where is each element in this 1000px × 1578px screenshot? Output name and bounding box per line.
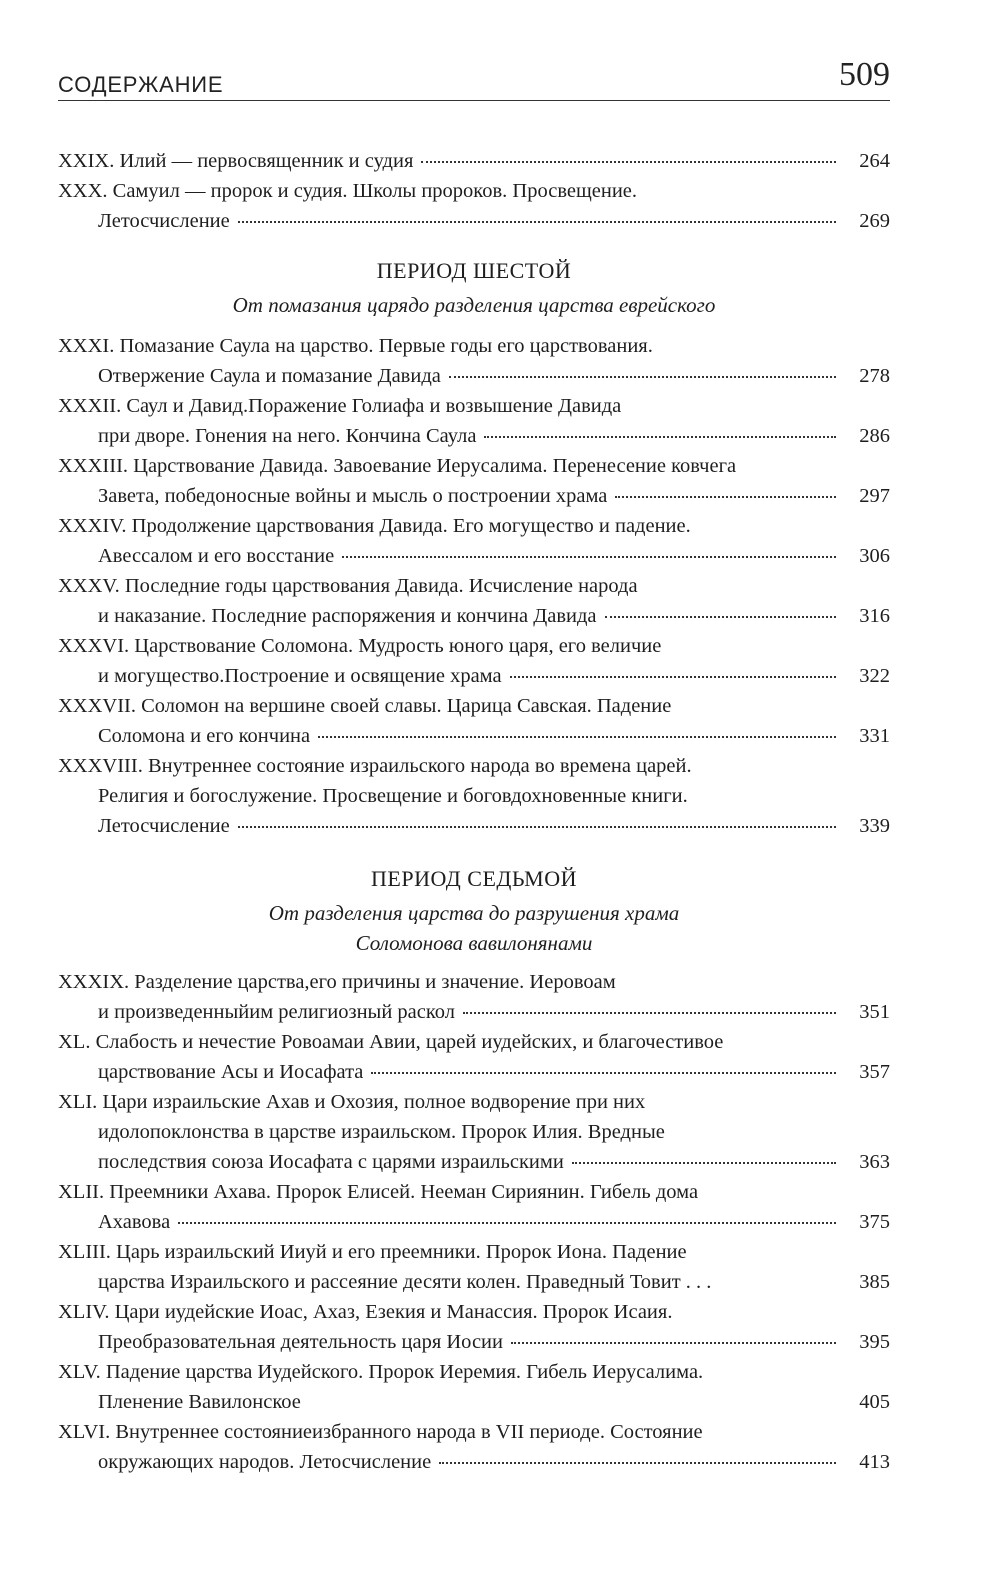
entry-text: царствование Асы и Иосафата: [98, 1061, 364, 1083]
toc-entry-xlvi: [58, 1417, 703, 1447]
entry-text: XXXIX. Разделение царства,его причины и значение. Иеровоам: [58, 971, 616, 993]
entry-text: Пленение Вавилонское: [98, 1391, 301, 1413]
dot-leader: [615, 495, 836, 498]
toc-entry-xxxii-cont: [98, 421, 890, 451]
toc-entry-xxx: [58, 176, 637, 206]
entry-text: Отвержение Саула и помазание Давида: [98, 365, 441, 387]
dot-leader: [421, 160, 836, 163]
entry-page: 357: [859, 1061, 890, 1083]
entry-text: XXXV. Последние годы царствования Давида. Исчисление народа: [58, 575, 638, 597]
entry-page: 339: [859, 815, 890, 837]
entry-text: Религия и богослужение. Просвещение и боговдохновенные книги.: [98, 785, 688, 807]
toc-entry-xxxi-cont: [98, 361, 890, 391]
toc-entry-xxxvii: [58, 691, 671, 721]
toc-entry-xlii: [58, 1177, 698, 1207]
entry-page: 385: [859, 1271, 890, 1293]
toc-entry-xli-cont2: [98, 1147, 890, 1177]
entry-text: XXXIV. Продолжение царствования Давида. Его могущество и падение.: [58, 515, 691, 537]
entry-text: Летосчисление: [98, 210, 230, 232]
period-six-heading: ПЕРИОД ШЕСТОЙ: [376, 258, 572, 283]
entry-page: 363: [859, 1151, 890, 1173]
entry-text: идолопоклонства в царстве израильском. Пророк Илия. Вредные: [98, 1121, 665, 1143]
dot-leader: [178, 1221, 836, 1224]
entry-text: XXXVIII. Внутреннее состояние израильского народа во времена царей.: [58, 755, 692, 777]
dot-leader: [484, 435, 836, 438]
entry-text: Авессалом и его восстание: [98, 545, 335, 567]
dot-leader: [572, 1161, 836, 1164]
entry-page: 413: [859, 1451, 890, 1473]
entry-text: окружающих народов. Летосчисление: [98, 1451, 432, 1473]
entry-text: XLIII. Царь израильский Ииуй и его преемники. Пророк Иона. Падение: [58, 1241, 687, 1263]
period-six-subtitle: От помазания царядо разделения царства еврейского: [232, 293, 716, 317]
toc-entry-xxxiv-cont: [98, 541, 890, 571]
entry-text: XLII. Преемники Ахава. Пророк Елисей. Нееман Сириянин. Гибель дома: [58, 1181, 699, 1203]
toc-entry-xliii: [58, 1237, 687, 1267]
toc-entry-xxxv: [58, 571, 638, 601]
toc-entry-xxxv-cont: [98, 601, 890, 631]
entry-page: 395: [859, 1331, 890, 1353]
entry-text: и наказание. Последние распоряжения и кончина Давида: [98, 605, 597, 627]
section-title: СОДЕРЖАНИЕ: [58, 72, 224, 97]
toc-entry-xxxiii: [58, 451, 736, 481]
entry-text: и могущество.Построение и освящение храма: [98, 665, 502, 687]
dot-leader: [511, 1341, 836, 1344]
toc-entry-xxxii: [58, 391, 621, 421]
entry-text: при дворе. Гонения на него. Кончина Саула: [98, 425, 477, 447]
toc-entry-xxxvi: [58, 631, 661, 661]
toc-entry-xxix: [58, 146, 890, 176]
dot-leader: [238, 220, 836, 223]
header-rule: [58, 100, 890, 101]
entry-text: XXXI. Помазание Саула на царство. Первые годы его царствования.: [58, 335, 653, 357]
entry-text: XLVI. Внутреннее состояниеизбранного народа в VII периоде. Состояние: [58, 1421, 703, 1443]
dot-leader: [371, 1071, 836, 1074]
entry-text: Преобразовательная деятельность царя Иосии: [98, 1331, 503, 1353]
dot-leader: [605, 615, 836, 618]
dot-leader: [439, 1461, 836, 1464]
entry-page: 375: [859, 1211, 890, 1233]
entry-page: 331: [859, 725, 890, 747]
toc-entry-xxxvii-cont: [98, 721, 890, 751]
entry-page: 351: [859, 1001, 890, 1023]
toc-entry-xxx-cont: [98, 206, 890, 236]
entry-page: 286: [859, 425, 890, 447]
entry-text: царства Израильского и рассеяние десяти колен. Праведный Товит . . .: [98, 1271, 712, 1293]
entry-text: Завета, победоносные войны и мысль о построении храма: [98, 485, 608, 507]
entry-text: XLIV. Цари иудейские Иоас, Ахаз, Езекия и Манассия. Пророк Исаия.: [58, 1301, 673, 1323]
entry-text: XLV. Падение царства Иудейского. Пророк Иеремия. Гибель Иерусалима.: [58, 1361, 704, 1383]
entry-text: Ахавова: [98, 1211, 171, 1233]
entry-text: XXX. Самуил — пророк и судия. Школы пророков. Просвещение.: [58, 180, 638, 202]
period-seven-heading: ПЕРИОД СЕДЬМОЙ: [371, 866, 577, 891]
entry-text: XXXVI. Царствование Соломона. Мудрость юного царя, его величие: [58, 635, 662, 657]
entry-page: 297: [859, 485, 890, 507]
toc-entry-xliv: [58, 1297, 672, 1327]
dot-leader: [463, 1011, 836, 1014]
toc-entry-xxxix: [58, 967, 616, 997]
entry-text: XL. Слабость и нечестие Ровоамаи Авии, царей иудейских, и благочестивое: [58, 1031, 724, 1053]
entry-page: 405: [859, 1391, 890, 1413]
entry-text: последствия союза Иосафата с царями израильскими: [98, 1151, 564, 1173]
entry-page: 322: [859, 665, 890, 687]
toc-entry-xlii-cont: [98, 1207, 890, 1237]
entry-text: XXIX. Илий — первосвященник и судия: [58, 150, 414, 172]
entry-text: XLI. Цари израильские Ахав и Охозия, полное водворение при них: [58, 1091, 646, 1113]
entry-text: Летосчисление: [98, 815, 230, 837]
toc-entry-xxxix-cont: [98, 997, 890, 1027]
entry-page: 269: [859, 210, 890, 232]
entry-text: Соломона и его кончина: [98, 725, 311, 747]
entry-text: и произведенныйим религиозный раскол: [98, 1001, 455, 1023]
dot-leader: [510, 675, 836, 678]
toc-entry-xliv-cont: [98, 1327, 890, 1357]
toc-entry-xlv-cont: [98, 1387, 890, 1417]
entry-text: XXXII. Саул и Давид.Поражение Голиафа и возвышение Давида: [58, 395, 622, 417]
toc-entry-xxxvi-cont: [98, 661, 890, 691]
toc-entry-xxxviii-cont: [98, 781, 688, 811]
entry-text: XXXVII. Соломон на вершине своей славы. Царица Савская. Падение: [58, 695, 672, 717]
toc-entry-xxxviii-cont2: [98, 811, 890, 841]
toc-entry-xli: [58, 1087, 645, 1117]
toc-entry-xlv: [58, 1357, 703, 1387]
dot-leader: [309, 1401, 836, 1404]
page-number: 509: [839, 56, 890, 93]
dot-leader: [342, 555, 836, 558]
toc-entry-xl-cont: [98, 1057, 890, 1087]
toc-entry-xlvi-cont: [98, 1447, 890, 1477]
toc-entry-xxxiv: [58, 511, 691, 541]
period-seven-subtitle-line2: Соломонова вавилонянами: [355, 931, 593, 955]
dot-leader: [719, 1281, 836, 1284]
toc-entry-xl: [58, 1027, 723, 1057]
dot-leader: [238, 825, 836, 828]
toc-entry-xxxi: [58, 331, 653, 361]
toc-entry-xxxiii-cont: [98, 481, 890, 511]
entry-page: 264: [859, 150, 890, 172]
entry-page: 306: [859, 545, 890, 567]
dot-leader: [449, 375, 836, 378]
entry-page: 316: [859, 605, 890, 627]
running-head: [58, 56, 890, 100]
dot-leader: [318, 735, 836, 738]
entry-page: 278: [859, 365, 890, 387]
entry-text: XXXIII. Царствование Давида. Завоевание Иерусалима. Перенесение ковчега: [58, 455, 737, 477]
toc-entry-xliii-cont: [98, 1267, 890, 1297]
toc-entry-xxxviii: [58, 751, 692, 781]
period-seven-subtitle: От разделения царства до разрушения храма: [268, 901, 680, 925]
toc-entry-xli-cont: [98, 1117, 665, 1147]
